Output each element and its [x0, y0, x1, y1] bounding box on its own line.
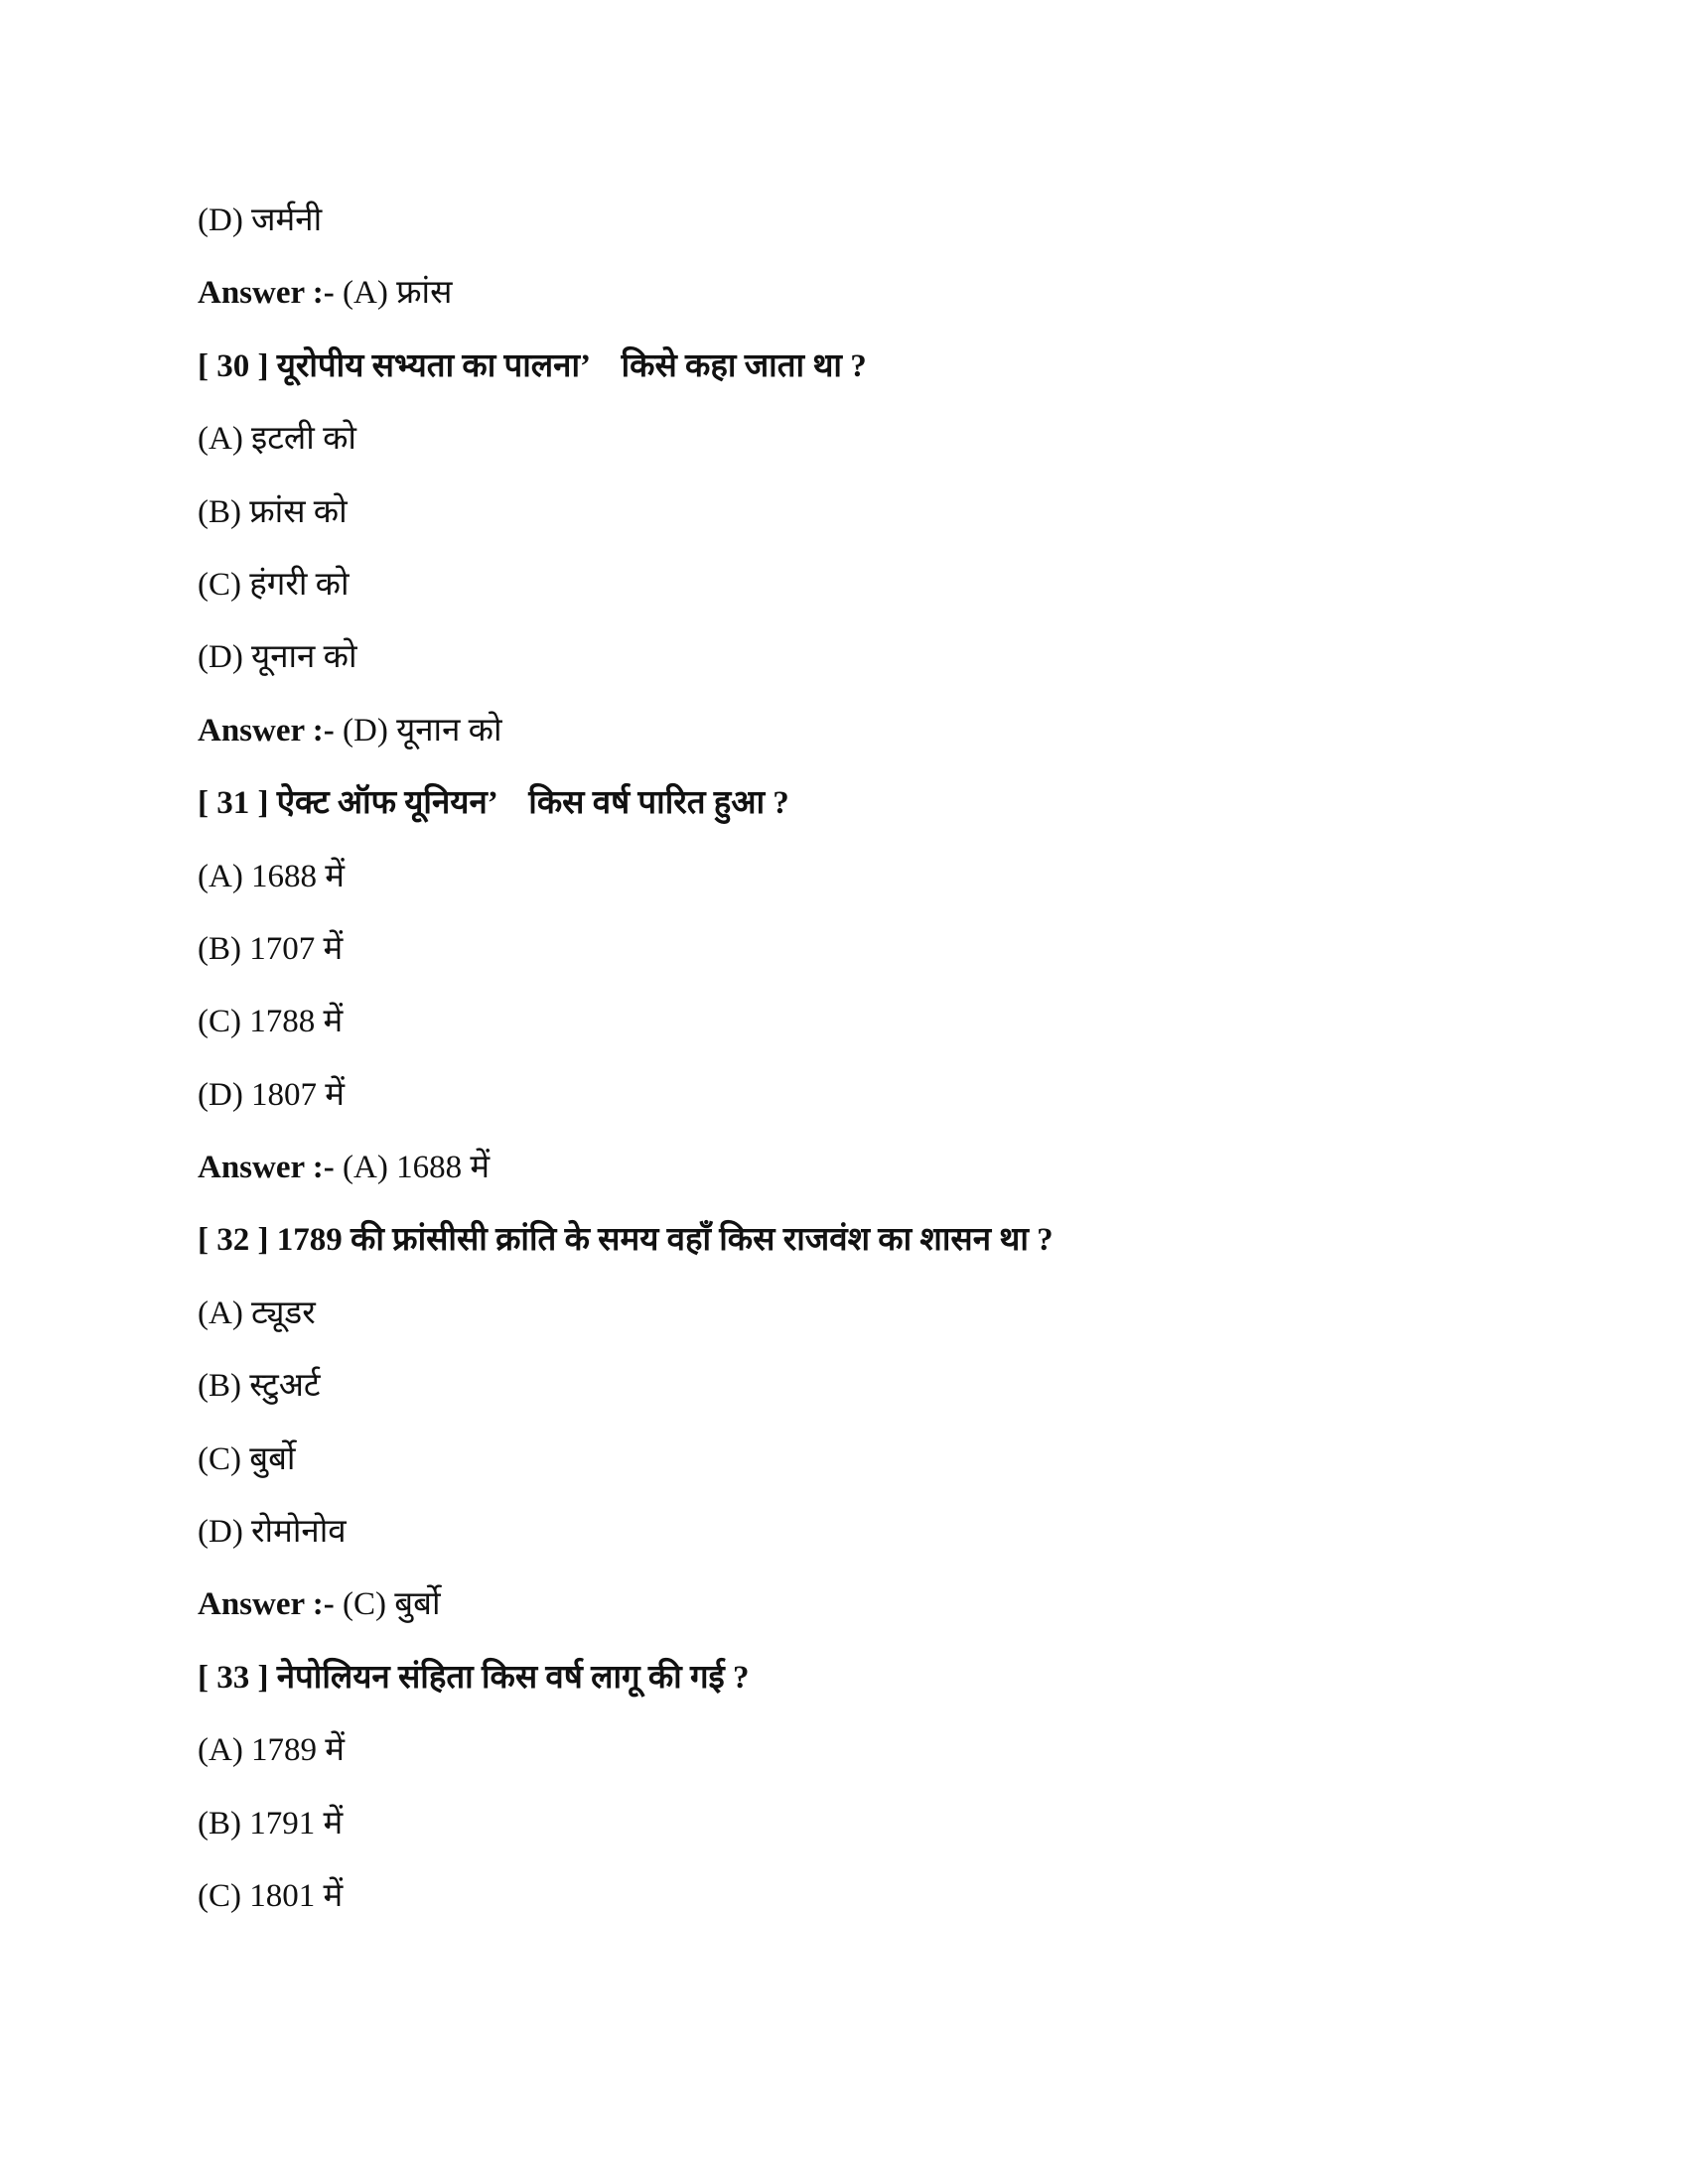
answer-label: Answer :-	[198, 1586, 335, 1623]
answer-label: Answer :-	[198, 712, 335, 749]
option-text: (C) बुर्बो	[198, 1440, 296, 1477]
answer-line	[198, 257, 1589, 330]
option-text: (D) 1807 में	[198, 1076, 346, 1113]
question-text: [ 33 ] नेपोलियन संहिता किस वर्ष लागू की गई ?	[198, 1659, 750, 1696]
answer-line	[198, 695, 1589, 767]
option-text: (A) 1789 में	[198, 1732, 346, 1769]
answer-label: Answer :-	[198, 1150, 335, 1186]
answer-line	[198, 1569, 1589, 1641]
option-text: (D) जर्मनी	[198, 203, 323, 238]
option-text: (C) हंगरी को	[198, 566, 350, 603]
option-text: (A) 1688 में	[198, 858, 346, 894]
answer-value: (D) यूनान को	[334, 712, 502, 749]
answer-label: Answer :-	[198, 275, 335, 312]
option-text: (C) 1788 में	[198, 1004, 344, 1040]
answer-value: (C) बुर्बो	[334, 1586, 441, 1623]
option-text: (B) फ्रांस को	[198, 493, 348, 530]
option-text: (D) यूनान को	[198, 639, 357, 676]
answer-line	[198, 1132, 1589, 1204]
question-text: [ 30 ] यूरोपीय सभ्यता का पालना’ किसे कहा जाता था ?	[198, 347, 867, 384]
option-text: (B) स्टुअर्ट	[198, 1368, 321, 1405]
question-text: [ 31 ] ऐक्ट ऑफ यूनियन’ किस वर्ष पारित हुआ ?	[198, 785, 789, 822]
option-text: (A) ट्यूडर	[198, 1295, 316, 1331]
option-text: (A) इटली को	[198, 421, 356, 458]
option-text: (B) 1707 में	[198, 930, 344, 967]
question-text: [ 32 ] 1789 की फ्रांसीसी क्रांति के समय वहाँ किस राजवंश का शासन था ?	[198, 1222, 1054, 1259]
option-text: (D) रोमोनोव	[198, 1514, 347, 1551]
answer-value: (A) फ्रांस	[334, 275, 453, 312]
answer-value: (A) 1688 में	[334, 1150, 491, 1186]
option-text: (B) 1791 में	[198, 1805, 344, 1842]
document-page	[198, 185, 1589, 1933]
option-text: (C) 1801 में	[198, 1877, 344, 1914]
